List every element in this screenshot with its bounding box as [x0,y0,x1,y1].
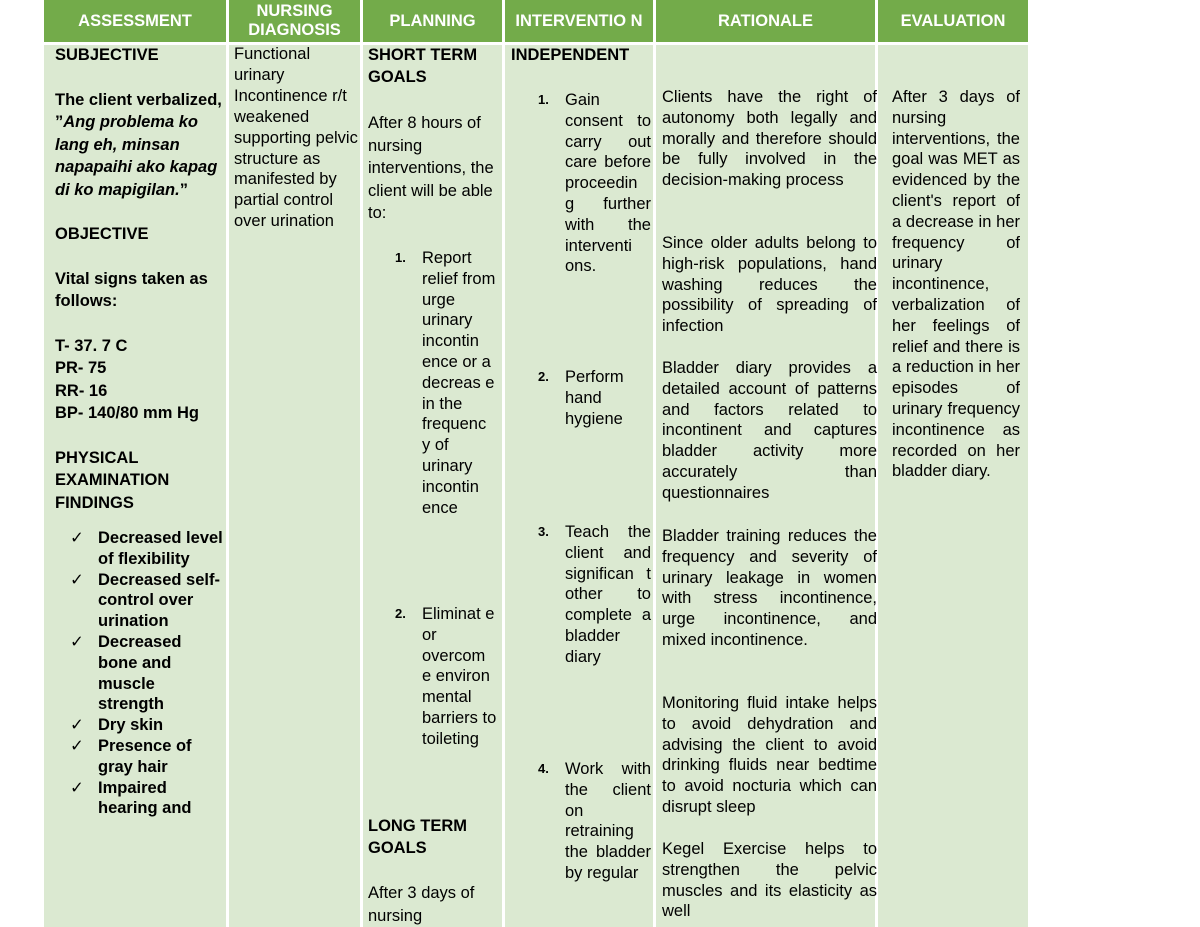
subjective-close: ” [179,180,188,199]
header-assessment [44,0,226,42]
vital-sign: T- 37. 7 C [55,336,128,355]
rationale-text: Bladder training reduces the frequency and severity of urinary leakage in women with stress incontinence, urge incontinence, and mixed incontinence. [662,527,877,649]
intervention-text: Teach the client and significan t other to complete a bladder diary [565,523,651,666]
subjective-title: SUBJECTIVE [55,46,159,64]
intervention-cell [511,44,651,927]
subjective-quote: Ang problema ko lang eh, minsan napapaihi ako kapag di ko mapigilan. [55,113,218,199]
goal-text: Report relief from urge urinary incontin ence or a decreas e in the frequenc y of urinary incontin ence [422,249,496,517]
nursing-diagnosis-cell [234,44,360,232]
rationale-text: Kegel Exercise helps to strengthen the pelvic muscles and its elasticity as well [662,840,877,921]
finding-text: Impaired hearing and [98,778,192,818]
finding-text: Decreased bone and muscle strength [98,632,182,714]
header-evaluation-label: EVALUATION [900,11,1006,30]
header-intervention-label: INTERVENTIO N [515,11,643,30]
header-nursing-diagnosis [229,0,360,42]
rationale-text: Clients have the right of autonomy both legally and morally and therefore should be fully involved in the decision-making process [662,88,877,190]
evaluation-text: After 3 days of nursing interventions, the goal was MET as evidenced by the client's report of a decrease in her frequency of urinary incontinence, verbalization of her feelings of relief and there is a reduction in her episodes of urinary frequency incontinence as recorded on her bladder diary. [892,88,1020,481]
list-item [44,715,225,736]
short-term-intro: After 8 hours of nursing interventions, the client will be able to: [368,114,494,222]
check-icon: ✓ [70,778,84,797]
column-divider [653,0,656,927]
check-icon: ✓ [70,529,84,547]
short-term-goals-title: SHORT TERM GOALS [368,46,478,86]
header-assessment-label: ASSESSMENT [78,11,192,30]
planning-cell [368,44,498,927]
diagnosis-text: Functional urinary Incontinence r/t weakened supporting pelvic structure as manifested by partial control over urination [234,45,358,231]
vital-sign: RR- 16 [55,381,108,400]
intervention-text: Gain consent to carry out care before proceedin g further with the interventi ons. [565,91,651,276]
objective-title: OBJECTIVE [55,225,149,243]
header-evaluation [878,0,1028,42]
header-rationale-label: RATIONALE [717,11,814,30]
intervention-number: 4. [538,761,549,776]
vitals-intro: Vital signs taken as follows: [55,269,208,310]
list-item [44,632,225,715]
check-icon: ✓ [70,736,84,755]
intervention-number: 3. [538,524,549,539]
findings-list [44,528,225,819]
independent-title: INDEPENDENT [511,46,630,64]
finding-text: Presence of gray hair [98,736,192,776]
intervention-text: Work with the client on retraining the bladder by regular [565,760,651,882]
check-icon: ✓ [70,632,84,651]
finding-text: Decreased level of flexibility [98,529,223,568]
intervention-text: Perform hand hygiene [565,368,624,428]
rationale-cell [662,44,877,927]
vital-sign: PR- 75 [55,359,107,377]
vital-sign: BP- 140/80 mm Hg [55,404,199,422]
intervention-number: 1. [538,92,549,107]
list-item [511,522,651,668]
long-term-intro: After 3 days of nursing [368,884,475,925]
subjective-lead: The client verbalized, ” [55,90,222,131]
finding-text: Decreased self-control over urination [98,570,220,631]
list-item [511,759,651,884]
list-item [44,570,225,632]
care-plan-table [44,0,1028,927]
column-divider [502,0,505,927]
header-nursing-diagnosis-label: NURSING DIAGNOSIS [248,2,341,39]
rationale-text: Bladder diary provides a detailed account of patterns and factors related to incontinent and captures bladder activity more accurately than questionnaires [662,359,877,502]
list-item [511,90,651,277]
rationale-text: Monitoring fluid intake helps to avoid dehydration and advising the client to avoid drinking fluids near bedtime to avoid nocturia which can disrupt sleep [662,694,877,816]
intervention-number: 2. [538,369,549,384]
long-term-goals-title: LONG TERM GOALS [368,817,467,857]
list-item [44,778,225,820]
goal-number: 1. [395,250,406,265]
rationale-text: Since older adults belong to high-risk populations, hand washing reduces the possibility of spreading of infection [662,234,877,336]
goal-number: 2. [395,606,406,621]
check-icon: ✓ [70,716,84,735]
list-item [368,248,498,518]
header-planning [363,0,502,42]
subjective-statement [55,89,225,202]
column-divider [360,0,363,927]
column-divider [226,0,229,927]
check-icon: ✓ [70,570,84,589]
list-item [511,367,651,429]
list-item [44,528,225,570]
physical-exam-title: PHYSICAL EXAMINATION FINDINGS [55,448,170,512]
header-planning-label: PLANNING [389,11,476,30]
goal-text: Eliminat e or overcom e environ mental barriers to toileting [422,605,497,748]
evaluation-cell [892,44,1020,482]
header-intervention [505,0,653,42]
list-item [368,604,498,750]
header-rationale [656,0,875,42]
finding-text: Dry skin [98,716,164,735]
list-item [44,736,225,778]
assessment-cell [55,44,225,819]
